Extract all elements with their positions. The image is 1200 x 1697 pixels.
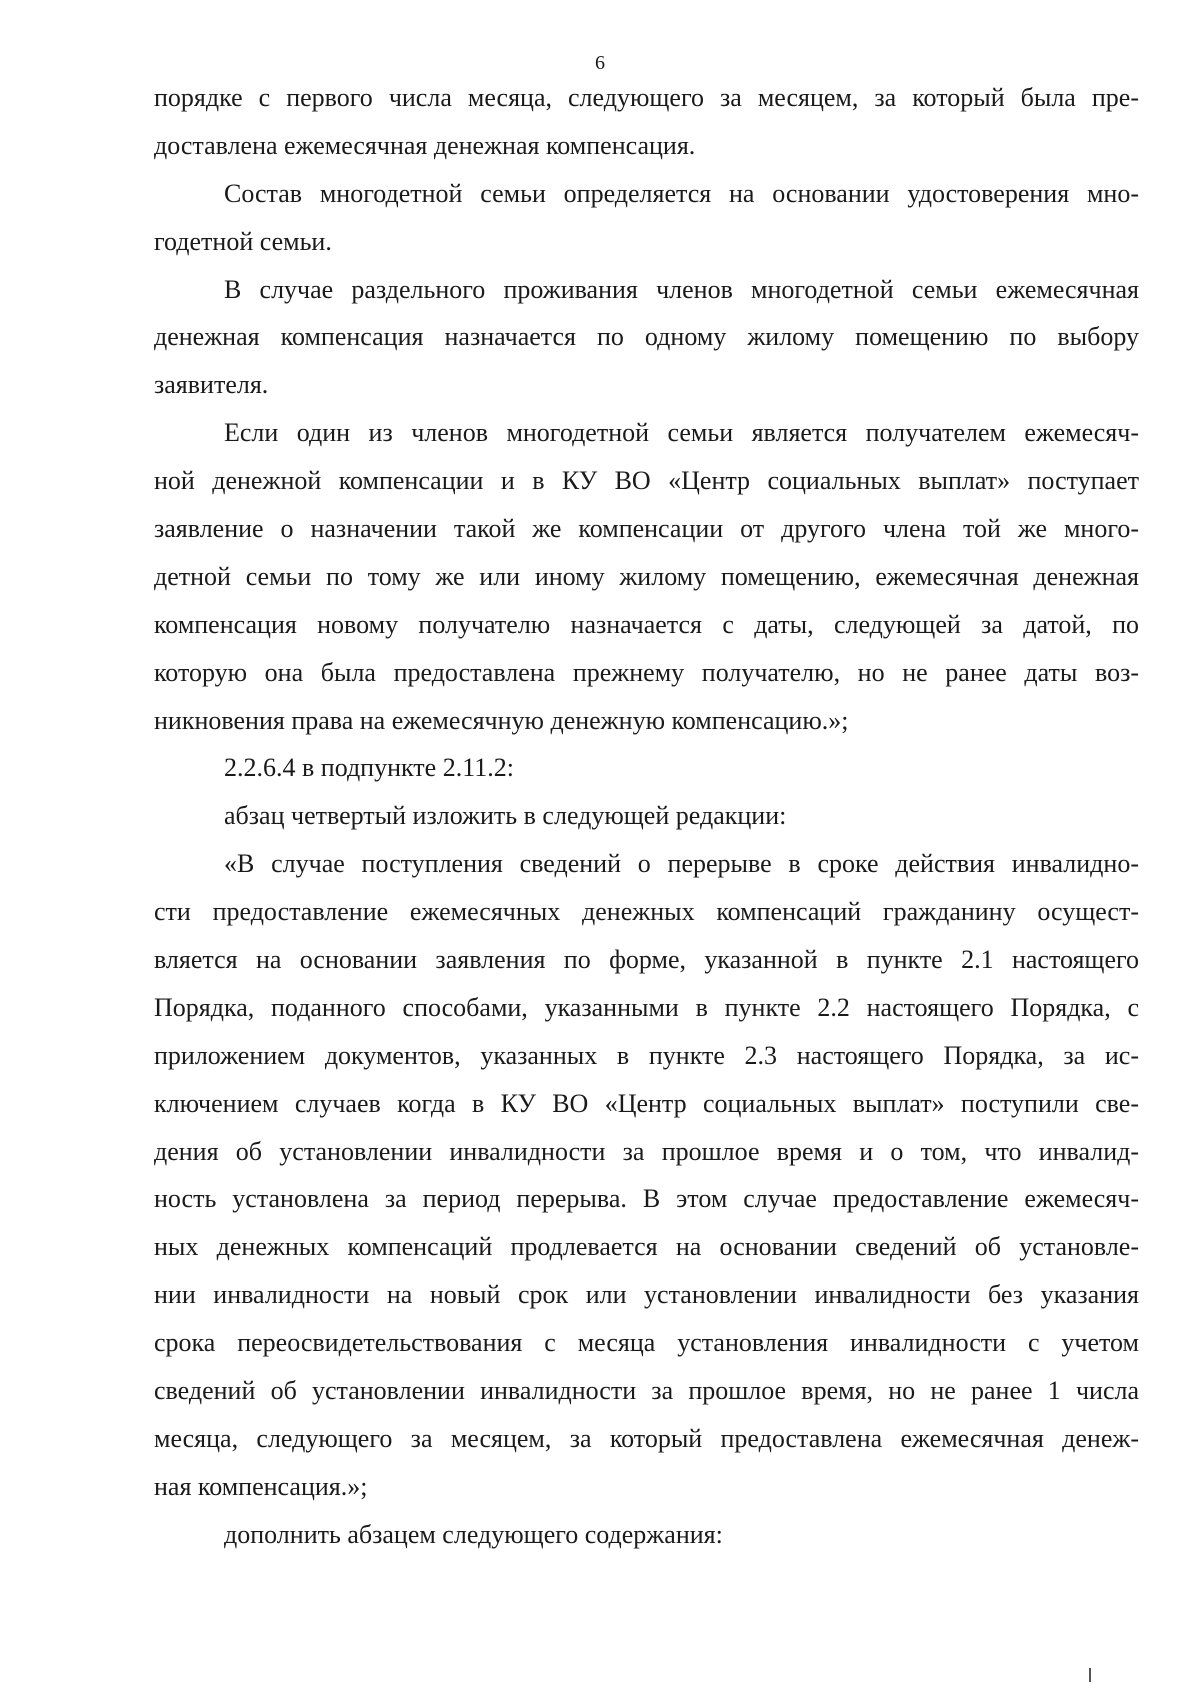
text-line: абзац четвертый изложить в следующей редакции:: [224, 801, 787, 831]
text-line: Порядка, поданного способами, указанными в пункте 2.2 настоящего Порядка, с: [154, 992, 1139, 1022]
text-line: никновения права на ежемесячную денежную компенсацию.»;: [154, 705, 849, 735]
text-line: вляется на основании заявления по форме, указанной в пункте 2.1 настоящего: [154, 945, 1139, 975]
text-line: 2.2.6.4 в подпункте 2.11.2:: [224, 753, 514, 783]
text-line: порядке с первого числа месяца, следующего за месяцем, за который была пре-: [154, 83, 1139, 112]
text-line: В случае раздельного проживания членов многодетной семьи ежемесячная: [224, 274, 1139, 304]
text-line: дения об установлении инвалидности за прошлое время и о том, что инвалид-: [154, 1136, 1139, 1166]
text-line: ной денежной компенсации и в КУ ВО «Центр социальных выплат» поступает: [154, 466, 1139, 496]
text-line: ключением случаев когда в КУ ВО «Центр социальных выплат» поступили све-: [154, 1088, 1139, 1118]
text-line: сведений об установлении инвалидности за прошлое время, но не ранее 1 числа: [154, 1376, 1139, 1406]
text-line: заявителя.: [154, 370, 269, 400]
text-line: денежная компенсация назначается по одному жилому помещению по выбору: [154, 322, 1139, 352]
text-line: заявление о назначении такой же компенсации от другого члена той же много-: [154, 514, 1139, 544]
text-line: годетной семьи.: [154, 226, 332, 256]
text-line: Состав многодетной семьи определяется на основании удостоверения мно-: [224, 178, 1139, 208]
text-line: дополнить абзацем следующего содержания:: [224, 1519, 723, 1549]
text-line: ных денежных компенсаций продлевается на основании сведений об установле-: [154, 1232, 1139, 1262]
text-line: приложением документов, указанных в пункте 2.3 настоящего Порядка, за ис-: [154, 1040, 1139, 1070]
text-line: срока переосвидетельствования с месяца установления инвалидности с учетом: [154, 1328, 1139, 1358]
text-line: месяца, следующего за месяцем, за который предоставлена ежемесячная денеж-: [154, 1423, 1139, 1453]
scan-artifact-mark: [1089, 1668, 1091, 1682]
page-number: 6: [595, 52, 605, 74]
text-line: нии инвалидности на новый срок или установлении инвалидности без указания: [154, 1280, 1139, 1310]
text-line: ная компенсация.»;: [154, 1471, 368, 1501]
text-line: доставлена ежемесячная денежная компенсация.: [154, 130, 696, 160]
text-line: которую она была предоставлена прежнему получателю, но не ранее даты воз-: [154, 657, 1139, 687]
text-line: компенсация новому получателю назначается с даты, следующей за датой, по: [154, 609, 1139, 639]
text-line: ность установлена за период перерыва. В этом случае предоставление ежемесяч-: [154, 1184, 1139, 1214]
text-line: детной семьи по тому же или иному жилому помещению, ежемесячная денежная: [154, 561, 1139, 591]
text-line: Если один из членов многодетной семьи является получателем ежемесяч-: [224, 418, 1139, 448]
text-line: «В случае поступления сведений о перерыве в сроке действия инвалидно-: [224, 849, 1139, 879]
text-line: сти предоставление ежемесячных денежных компенсаций гражданину осущест-: [154, 897, 1139, 927]
document-body: [154, 74, 1139, 1559]
